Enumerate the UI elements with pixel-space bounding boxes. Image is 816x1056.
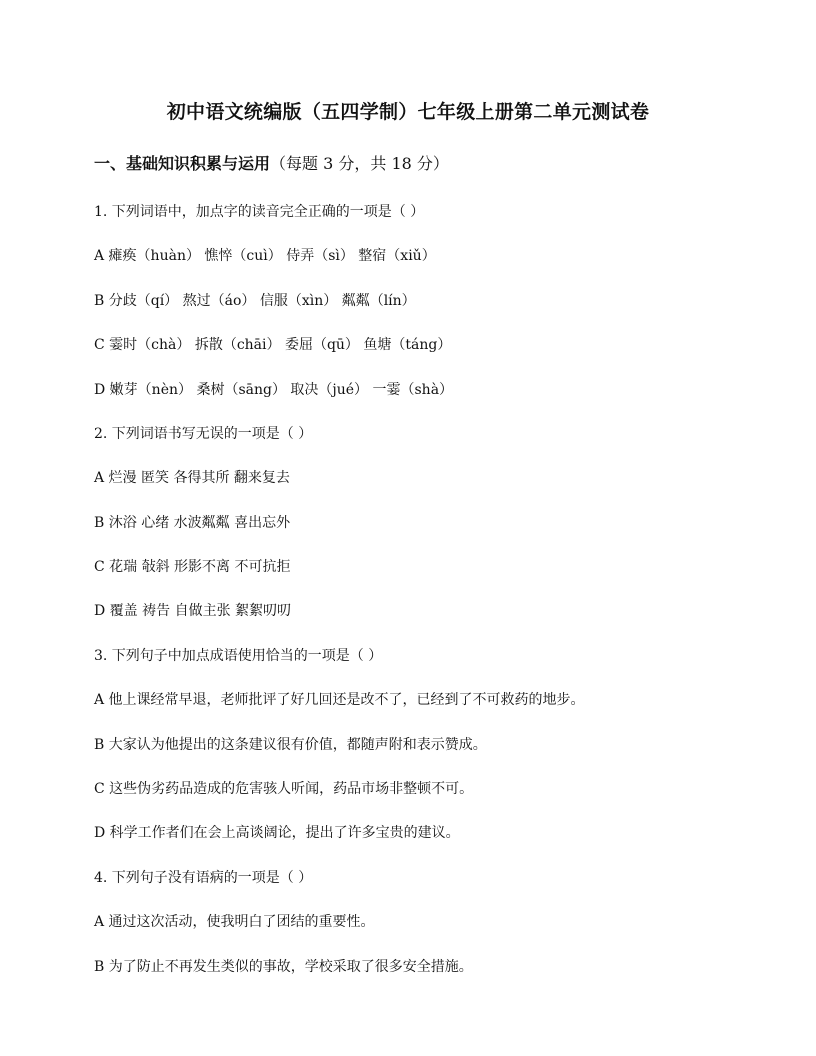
- question-2-option-b: B 沐浴 心绪 水波粼粼 喜出忘外: [94, 515, 291, 531]
- question-2-option-a: A 烂漫 匿笑 各得其所 翻来复去: [94, 470, 290, 486]
- question-2: 2. 下列词语书写无误的一项是（ ）: [94, 426, 313, 442]
- question-2-option-d: D 覆盖 祷告 自做主张 絮絮叨叨: [94, 603, 292, 619]
- section-heading-text: 一、基础知识积累与运用: [94, 154, 271, 173]
- question-3-option-c: C 这些伪劣药品造成的危害骇人听闻，药品市场非整顿不可。: [94, 781, 474, 797]
- question-4-option-b: B 为了防止不再发生类似的事故，学校采取了很多安全措施。: [94, 959, 473, 975]
- question-3-option-a: A 他上课经常早退，老师批评了好几回还是改不了，已经到了不可救药的地步。: [94, 692, 585, 708]
- question-4-option-a: A 通过这次活动，使我明白了团结的重要性。: [94, 914, 375, 930]
- question-3-option-b: B 大家认为他提出的这条建议很有价值，都随声附和表示赞成。: [94, 737, 487, 753]
- section-score-note: （每题 3 分，共 18 分）: [270, 154, 449, 173]
- page-title: 初中语文统编版（五四学制）七年级上册第二单元测试卷: [166, 101, 650, 123]
- question-4: 4. 下列句子没有语病的一项是（ ）: [94, 870, 313, 886]
- question-3-option-d: D 科学工作者们在会上高谈阔论，提出了许多宝贵的建议。: [94, 825, 460, 841]
- question-3: 3. 下列句子中加点成语使用恰当的一项是（ ）: [94, 648, 383, 664]
- section-heading: [94, 151, 449, 174]
- question-2-option-c: C 花瑞 敧斜 形影不离 不可抗拒: [94, 559, 291, 575]
- question-1-option-a: A 瘫痪（huàn） 憔悴（cuì） 侍弄（sì） 整宿（xiǔ）: [94, 248, 436, 264]
- question-1-option-d: D 嫩芽（nèn） 桑树（sāng） 取决（jué） 一霎（shà）: [94, 382, 454, 398]
- question-1-option-c: C 霎时（chà） 拆散（chāi） 委屈（qū） 鱼塘（táng）: [94, 337, 452, 353]
- question-1-option-b: B 分歧（qí） 熬过（áo） 信服（xìn） 粼粼（lín）: [94, 293, 416, 309]
- question-1: 1. 下列词语中，加点字的读音完全正确的一项是（ ）: [94, 204, 425, 220]
